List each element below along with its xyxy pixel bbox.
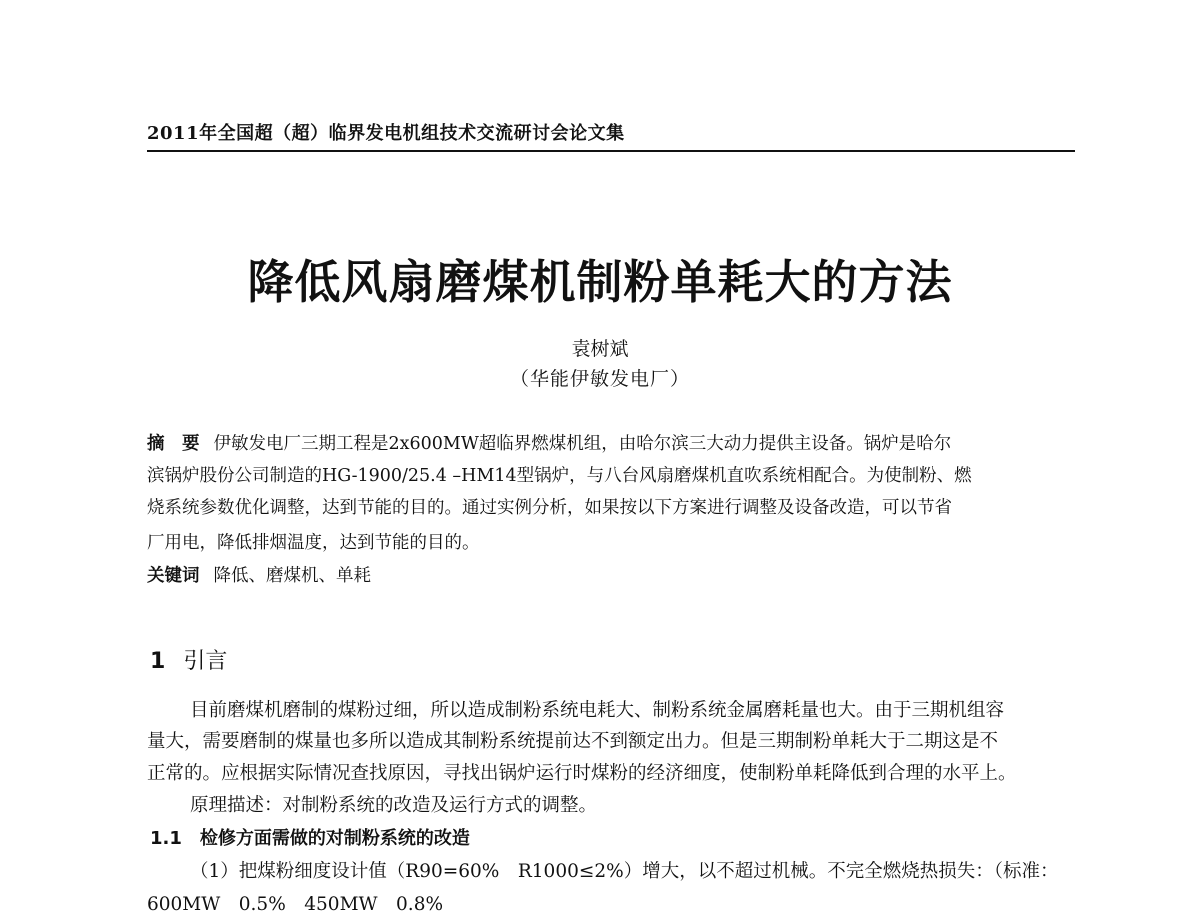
header-rule <box>147 150 1075 152</box>
abstract-text: 伊敏发电厂三期工程是2x600MW超临界燃煤机组，由哈尔滨三大动力提供主设备。锅炉是哈尔 <box>213 434 952 454</box>
keywords <box>147 562 371 587</box>
subsection-title: 检修方面需做的对制粉系统的改造 <box>199 828 470 849</box>
body-line-cutoff: 600MW 0.5% 450MW 0.8% <box>147 894 444 915</box>
section-title: 引言 <box>183 649 228 674</box>
keywords-text: 降低、磨煤机、单耗 <box>213 566 371 586</box>
abstract-line: 滨锅炉股份公司制造的HG-1900/25.4 –HM14型锅炉，与八台风扇磨煤机直吹系统相配合。为使制粉、燃 <box>147 466 972 486</box>
section-number: 1 <box>150 649 166 674</box>
subsection-heading <box>150 824 470 850</box>
author: 袁树斌 <box>571 338 629 360</box>
body-line: 正常的。应根据实际情况查找原因，寻找出锅炉运行时煤粉的经济细度，使制粉单耗降低到合理的水平上。 <box>147 763 1017 784</box>
section-heading <box>150 644 227 675</box>
abstract-line: 厂用电，降低排烟温度，达到节能的目的。 <box>147 533 480 553</box>
body-line: 目前磨煤机磨制的煤粉过细，所以造成制粉系统电耗大、制粉系统金属磨耗量也大。由于三期机组容 <box>190 700 1005 721</box>
affiliation: （华能伊敏发电厂） <box>509 368 690 390</box>
abstract-label: 摘 要 <box>147 434 200 454</box>
paper-title: 降低风扇磨煤机制粉单耗大的方法 <box>247 255 953 309</box>
subsection-number: 1.1 <box>150 828 182 849</box>
abstract-line: 烧系统参数优化调整，达到节能的目的。通过实例分析，如果按以下方案进行调整及设备改造，可以节省 <box>147 498 952 518</box>
body-line: 原理描述：对制粉系统的改造及运行方式的调整。 <box>190 795 598 816</box>
body-line: 量大，需要磨制的煤量也多所以造成其制粉系统提前达不到额定出力。但是三期制粉单耗大于二期这是不 <box>147 731 999 752</box>
running-header: 2011年全国超（超）临界发电机组技术交流研讨会论文集 <box>147 123 625 144</box>
body-line: （1）把煤粉细度设计值（R90=60% R1000≤2%）增大，以不超过机械。不完全燃烧热损失：（标准： <box>190 861 1059 882</box>
abstract-line <box>147 430 951 455</box>
keywords-label: 关键词 <box>147 566 200 586</box>
